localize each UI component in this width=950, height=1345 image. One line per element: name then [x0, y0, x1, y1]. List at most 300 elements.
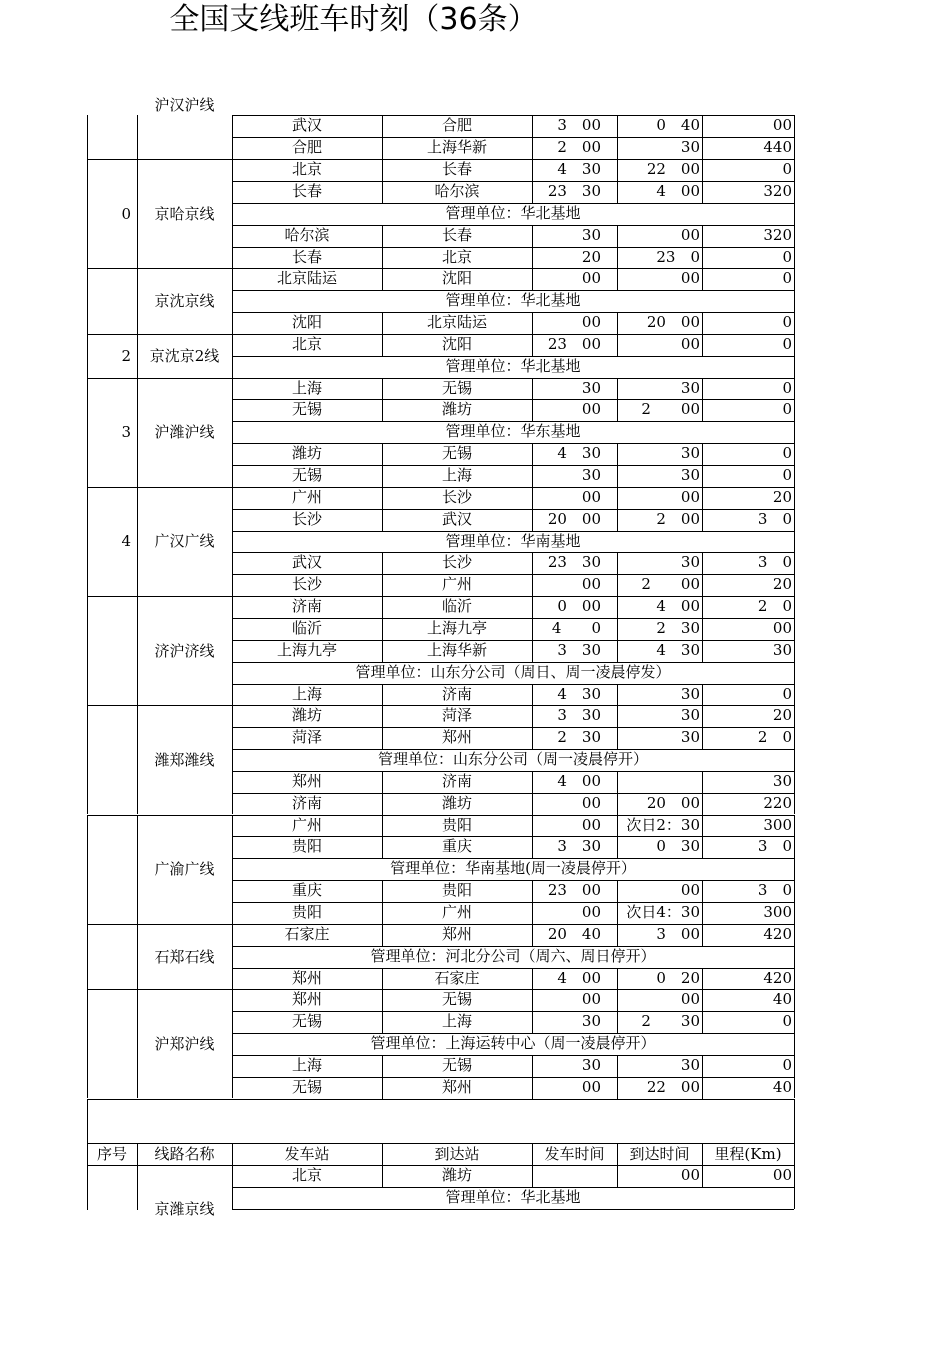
route-seq: 2: [121, 346, 131, 365]
arrival-station: 潍坊: [441, 1166, 472, 1184]
arrival-station: 上海华新: [426, 640, 487, 659]
column-divider: [617, 312, 618, 334]
column-divider: [532, 596, 533, 618]
column-divider: [617, 247, 618, 268]
arrival-time: 00: [680, 225, 700, 244]
outer-border: [87, 596, 88, 705]
column-divider: [532, 1077, 533, 1099]
route-name: 石郑石线: [154, 947, 215, 966]
group-divider: [87, 1099, 232, 1100]
arrival-time: 00: [680, 269, 700, 288]
cell-border: [232, 115, 233, 159]
column-divider: [617, 596, 618, 618]
departure-station: 武汉: [291, 116, 322, 135]
column-divider: [532, 552, 533, 574]
column-divider: [702, 1077, 703, 1099]
column-divider: [702, 640, 703, 662]
group-divider: [87, 705, 232, 706]
column-divider: [532, 1165, 533, 1187]
departure-time: 00: [581, 793, 601, 812]
column-divider: [702, 705, 703, 727]
mileage: 440: [763, 138, 792, 157]
management-note: 管理单位：山东分公司（周日、周一凌晨停发）: [355, 662, 671, 681]
column-divider: [617, 836, 618, 858]
column-divider: [702, 509, 703, 531]
arrival-station: 潍坊: [441, 793, 472, 812]
mileage: 00: [772, 618, 792, 637]
column-divider: [137, 268, 138, 334]
outer-border: [794, 1099, 795, 1143]
departure-time: 00: [581, 269, 601, 288]
cell-border: [232, 924, 233, 990]
column-divider: [702, 684, 703, 705]
mileage: 20: [772, 575, 792, 594]
outer-border: [794, 924, 795, 990]
column-header: 里程(Km): [714, 1145, 782, 1163]
arrival-station: 临沂: [441, 597, 472, 616]
column-divider: [382, 378, 383, 399]
arrival-station: 沈阳: [441, 269, 472, 288]
arrival-time: 23 0: [656, 247, 700, 266]
column-divider: [617, 487, 618, 509]
column-divider: [532, 924, 533, 946]
column-divider: [382, 137, 383, 159]
column-divider: [617, 684, 618, 705]
arrival-time: 30: [680, 553, 700, 572]
departure-time: 00: [581, 903, 601, 921]
mileage: 40: [772, 990, 792, 1009]
arrival-time: 00: [680, 990, 700, 1009]
column-divider: [702, 312, 703, 334]
column-divider: [702, 924, 703, 946]
route-name: 沪潍沪线: [154, 423, 215, 442]
column-divider: [532, 640, 533, 662]
column-divider: [382, 334, 383, 356]
arrival-time: 3 00: [656, 924, 700, 943]
arrival-time: 2 30: [641, 1012, 700, 1031]
column-divider: [382, 268, 383, 290]
column-divider: [617, 640, 618, 662]
column-divider: [532, 815, 533, 836]
column-divider: [532, 181, 533, 203]
departure-time: 00: [581, 1077, 601, 1096]
column-divider: [532, 225, 533, 247]
cell-border: [232, 815, 233, 924]
column-divider: [532, 268, 533, 290]
arrival-time: 4 00: [656, 597, 700, 616]
departure-time: 30: [581, 1055, 601, 1074]
column-divider: [702, 618, 703, 640]
departure-time: 20 40: [547, 924, 601, 943]
departure-station: 沈阳: [291, 313, 322, 332]
column-divider: [382, 1165, 383, 1187]
departure-time: 23 30: [547, 181, 601, 200]
column-divider: [532, 1011, 533, 1033]
outer-border: [794, 989, 795, 1098]
mileage: 0: [782, 1055, 792, 1074]
group-divider: [87, 334, 232, 335]
mileage: 0: [782, 400, 792, 419]
outer-border: [87, 1099, 88, 1143]
outer-border: [87, 378, 88, 487]
column-divider: [532, 574, 533, 596]
mileage: 00: [772, 1166, 792, 1184]
management-note: 管理单位：华南基地: [445, 531, 581, 550]
arrival-time: [617, 770, 700, 792]
mileage: 0: [782, 684, 792, 703]
arrival-time: 00: [680, 1166, 700, 1184]
route-name: 沪汉沪线: [154, 96, 215, 114]
column-divider: [702, 225, 703, 247]
departure-time: 3 30: [557, 640, 601, 659]
arrival-station: 无锡: [441, 1055, 472, 1074]
column-divider: [702, 1055, 703, 1077]
column-divider: [617, 727, 618, 749]
column-divider: [382, 487, 383, 509]
column-divider: [382, 815, 383, 836]
arrival-station: 上海华新: [426, 138, 487, 157]
column-divider: [532, 618, 533, 640]
column-divider: [532, 1055, 533, 1077]
arrival-station: 郑州: [441, 1077, 472, 1096]
column-divider: [137, 487, 138, 596]
route-seq: 0: [121, 204, 131, 223]
management-note: 管理单位：河北分公司（周六、周日停开）: [370, 946, 656, 965]
departure-station: 潍坊: [291, 706, 322, 725]
column-divider: [137, 596, 138, 705]
mileage: 2 0: [757, 728, 792, 747]
route-name: 京哈京线: [154, 204, 215, 223]
route-name: 京沈京线: [154, 292, 215, 311]
arrival-station: 无锡: [441, 444, 472, 463]
arrival-time: 30: [680, 684, 700, 703]
departure-time: 00: [581, 575, 601, 594]
mileage: 320: [763, 225, 792, 244]
mileage: 30: [772, 640, 792, 659]
column-divider: [532, 902, 533, 924]
column-divider: [532, 880, 533, 902]
departure-station: 长春: [291, 181, 322, 200]
column-divider: [702, 137, 703, 159]
arrival-time: 30: [680, 378, 700, 397]
column-divider: [382, 247, 383, 268]
group-divider: [87, 815, 232, 816]
arrival-time: 30: [680, 728, 700, 747]
column-divider: [617, 902, 618, 924]
column-divider: [617, 443, 618, 465]
cell-border: [232, 989, 233, 1098]
outer-border: [794, 815, 795, 924]
arrival-time: 2 00: [641, 400, 700, 419]
departure-time: 30: [581, 378, 601, 397]
mileage: 0: [782, 247, 792, 266]
departure-station: 武汉: [291, 553, 322, 572]
arrival-station: 上海: [441, 466, 472, 484]
departure-station: 济南: [291, 597, 322, 616]
column-divider: [137, 815, 138, 924]
column-divider: [532, 793, 533, 815]
departure-station: 上海: [291, 1055, 322, 1074]
column-divider: [617, 793, 618, 815]
arrival-time: 2 00: [656, 509, 700, 528]
group-divider: [87, 989, 232, 990]
column-divider: [617, 509, 618, 531]
column-divider: [382, 924, 383, 946]
mileage: 0: [782, 313, 792, 332]
column-divider: [532, 727, 533, 749]
mileage: 320: [763, 181, 792, 200]
arrival-station: 沈阳: [441, 334, 472, 353]
mileage: 0: [782, 378, 792, 397]
route-name: 济沪济线: [154, 641, 215, 660]
column-divider: [382, 181, 383, 203]
column-divider: [137, 989, 138, 1098]
arrival-station: 菏泽: [441, 706, 472, 725]
outer-border: [794, 268, 795, 334]
column-divider: [532, 684, 533, 705]
column-divider: [382, 312, 383, 334]
arrival-station: 重庆: [441, 837, 472, 856]
outer-border: [87, 487, 88, 596]
arrival-station: 长沙: [441, 487, 472, 506]
outer-border: [794, 378, 795, 487]
departure-station: 广州: [291, 487, 322, 506]
departure-time: 30: [581, 1012, 601, 1031]
column-divider: [532, 509, 533, 531]
group-divider: [87, 596, 232, 597]
column-divider: [617, 1077, 618, 1099]
column-divider: [702, 115, 703, 137]
outer-border: [794, 334, 795, 378]
column-divider: [232, 1143, 233, 1165]
column-divider: [617, 880, 618, 902]
column-divider: [382, 596, 383, 618]
column-divider: [702, 1143, 703, 1165]
arrival-station: 济南: [441, 771, 472, 790]
column-divider: [137, 115, 138, 159]
column-divider: [617, 181, 618, 203]
departure-station: 郑州: [291, 990, 322, 1009]
management-note: 管理单位：华北基地: [445, 356, 581, 375]
column-divider: [382, 552, 383, 574]
column-divider: [532, 312, 533, 334]
row-divider: [232, 1099, 794, 1100]
column-divider: [532, 334, 533, 356]
departure-time: 4 00: [557, 968, 601, 987]
column-divider: [382, 640, 383, 662]
column-divider: [617, 399, 618, 421]
outer-border: [87, 159, 88, 268]
column-divider: [532, 465, 533, 487]
arrival-station: 郑州: [441, 924, 472, 943]
management-note: 管理单位：华东基地: [445, 422, 581, 441]
column-divider: [617, 465, 618, 487]
mileage: 0: [782, 269, 792, 288]
arrival-time: 00: [680, 881, 700, 900]
column-divider: [382, 1011, 383, 1033]
departure-station: 上海九亭: [276, 640, 337, 659]
management-note: 管理单位：华南基地(周一凌晨停开）: [390, 859, 636, 878]
departure-station: 长春: [291, 247, 322, 266]
column-divider: [702, 378, 703, 399]
departure-time: 3 30: [557, 706, 601, 725]
departure-time: 3 30: [557, 837, 601, 856]
arrival-time: 30: [680, 1055, 700, 1074]
departure-station: 石家庄: [284, 924, 330, 943]
column-divider: [137, 924, 138, 990]
departure-station: 上海: [291, 378, 322, 397]
mileage: 0: [782, 466, 792, 484]
route-name: 广汉广线: [154, 532, 215, 551]
cell-border: [232, 705, 233, 814]
cell-border: [232, 334, 233, 378]
cell-border: [232, 487, 233, 596]
column-divider: [617, 968, 618, 989]
column-divider: [702, 181, 703, 203]
management-note: 管理单位：华北基地: [445, 291, 581, 310]
column-divider: [617, 924, 618, 946]
row-divider: [232, 1209, 794, 1210]
outer-border: [794, 705, 795, 814]
outer-border: [794, 596, 795, 705]
column-header: 到达时间: [629, 1145, 690, 1163]
column-divider: [87, 1143, 88, 1165]
mileage: 20: [772, 487, 792, 506]
column-divider: [532, 115, 533, 137]
departure-station: 北京: [291, 334, 322, 353]
outer-border: [87, 989, 88, 1098]
departure-station: 无锡: [291, 1077, 322, 1096]
mileage: 2 0: [757, 597, 792, 616]
departure-station: 北京: [291, 1166, 322, 1184]
column-divider: [382, 771, 383, 793]
arrival-time: 20 00: [646, 313, 700, 332]
arrival-time: 22 00: [646, 160, 700, 179]
column-divider: [532, 705, 533, 727]
column-divider: [702, 793, 703, 815]
outer-border: [87, 815, 88, 924]
column-divider: [617, 552, 618, 574]
departure-time: 20: [581, 247, 601, 266]
column-divider: [532, 137, 533, 159]
arrival-station: 广州: [441, 575, 472, 594]
departure-time: 3 00: [557, 116, 601, 135]
arrival-station: 贵阳: [441, 881, 472, 900]
column-divider: [617, 815, 618, 836]
column-divider: [137, 159, 138, 268]
column-divider: [137, 334, 138, 378]
column-divider: [532, 399, 533, 421]
mileage: 0: [782, 444, 792, 463]
column-divider: [702, 443, 703, 465]
arrival-time: 2 30: [656, 618, 700, 637]
mileage: 420: [763, 968, 792, 987]
column-divider: [702, 727, 703, 749]
departure-time: 23 30: [547, 553, 601, 572]
arrival-time: 0 40: [656, 116, 700, 135]
column-divider: [382, 399, 383, 421]
column-divider: [382, 509, 383, 531]
column-divider: [617, 137, 618, 159]
arrival-station: 无锡: [441, 378, 472, 397]
management-note: 管理单位：山东分公司（周一凌晨停开）: [377, 750, 648, 769]
column-divider: [794, 1143, 795, 1165]
column-divider: [532, 443, 533, 465]
column-divider: [617, 334, 618, 356]
mileage: 0: [782, 334, 792, 353]
column-divider: [702, 596, 703, 618]
arrival-station: 潍坊: [441, 400, 472, 419]
cell-border: [232, 596, 233, 705]
arrival-station: 贵阳: [441, 815, 472, 834]
arrival-time: 0 30: [656, 837, 700, 856]
arrival-station: 哈尔滨: [434, 181, 480, 200]
arrival-time: 00: [680, 334, 700, 353]
departure-time: 00: [581, 815, 601, 834]
route-name: 潍郑潍线: [154, 750, 215, 769]
column-divider: [382, 836, 383, 858]
column-divider: [382, 705, 383, 727]
arrival-time: 次日4：30: [626, 903, 700, 921]
arrival-time: 30: [680, 706, 700, 725]
departure-time: 00: [581, 990, 601, 1009]
column-divider: [137, 1165, 138, 1210]
column-divider: [702, 902, 703, 924]
departure-time: 20 00: [547, 509, 601, 528]
mileage: 3 0: [757, 553, 792, 572]
departure-time: 4 30: [557, 684, 601, 703]
route-name: 京潍京线: [154, 1200, 215, 1218]
column-divider: [532, 1143, 533, 1165]
column-divider: [532, 159, 533, 181]
column-divider: [382, 1077, 383, 1099]
mileage: 3 0: [757, 509, 792, 528]
column-divider: [617, 574, 618, 596]
route-name: 广渝广线: [154, 860, 215, 879]
departure-time: 30: [581, 225, 601, 244]
column-divider: [702, 465, 703, 487]
arrival-time: 次日2：30: [626, 815, 700, 834]
cell-border: [232, 1165, 233, 1210]
departure-station: 贵阳: [291, 903, 322, 921]
column-divider: [617, 225, 618, 247]
column-divider: [382, 115, 383, 137]
departure-station: 潍坊: [291, 444, 322, 463]
arrival-station: 广州: [441, 903, 472, 921]
column-divider: [532, 247, 533, 268]
column-divider: [617, 771, 618, 793]
arrival-time: 2 00: [641, 575, 700, 594]
departure-station: 哈尔滨: [284, 225, 330, 244]
column-divider: [702, 552, 703, 574]
column-divider: [617, 378, 618, 399]
group-divider: [87, 487, 232, 488]
column-divider: [382, 443, 383, 465]
outer-border: [87, 924, 88, 990]
departure-station: 菏泽: [291, 728, 322, 747]
column-divider: [702, 247, 703, 268]
column-divider: [702, 815, 703, 836]
column-divider: [382, 159, 383, 181]
departure-time: 23 00: [547, 334, 601, 353]
column-divider: [702, 771, 703, 793]
column-divider: [617, 159, 618, 181]
arrival-station: 长春: [441, 225, 472, 244]
departure-station: 无锡: [291, 1012, 322, 1031]
departure-station: 长沙: [291, 575, 322, 594]
mileage: 00: [772, 116, 792, 135]
departure-time: 30: [581, 466, 601, 484]
